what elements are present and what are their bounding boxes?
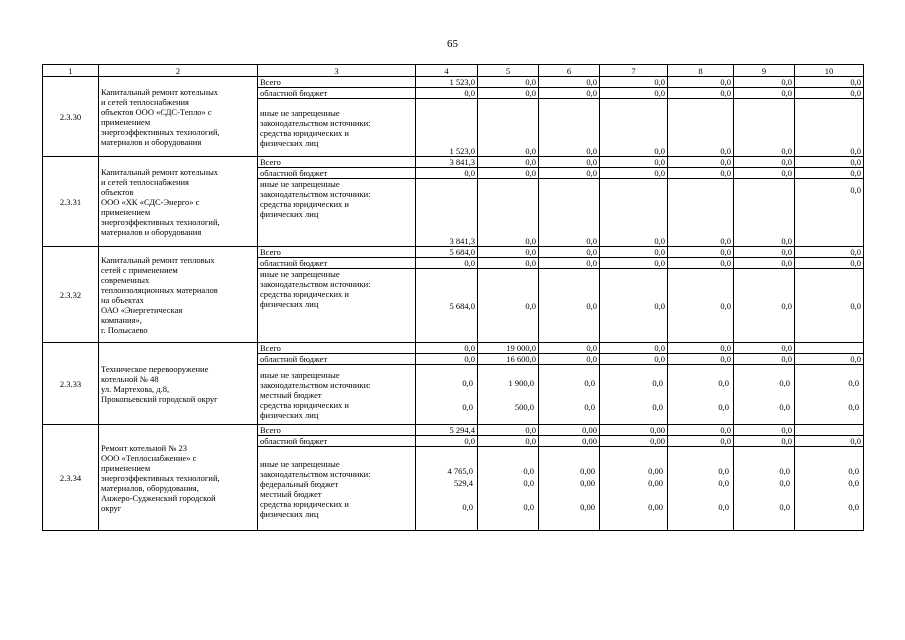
header-cell: 5 (478, 65, 539, 77)
value-cell: 0,0 (416, 436, 478, 447)
value-cell: 19 000,0 (478, 343, 539, 354)
local-budget-value: 0,00 (580, 477, 595, 488)
value-cell: 1 523,0 (416, 77, 478, 88)
value-cell: 0,0 (668, 77, 734, 88)
value-cell: 0,0 (668, 157, 734, 168)
value-cell: 0,0 (668, 258, 734, 269)
value-cell: 0,0 (795, 269, 864, 343)
source-label: Всего (258, 343, 416, 354)
value-cell: 0,0 (668, 343, 734, 354)
local-budget-value: 0,0 (718, 477, 729, 488)
value-cell: 0,0 (600, 258, 668, 269)
value-cell: 0,0 (416, 168, 478, 179)
value-cell: 0,0 (668, 436, 734, 447)
value-cell: 0,0 (668, 425, 734, 436)
value-cell: 0,0 (539, 168, 600, 179)
legal-entities-value: 0,0 (848, 501, 859, 512)
value-cell: 0,0 (416, 354, 478, 365)
value-cell: 0,0 (478, 425, 539, 436)
value-cell (600, 365, 668, 425)
value-cell: 3 841,3 (416, 179, 478, 247)
source-label: иные не запрещенные законодательством источники: федеральный бюджет местный бюджет средства юридических и физических лиц (258, 447, 416, 531)
legal-entities-value: 0,0 (523, 501, 534, 512)
header-row (43, 65, 864, 77)
header-cell: 2 (99, 65, 258, 77)
value-cell: 1 523,0 (416, 99, 478, 157)
local-budget-value: 0,00 (648, 477, 663, 488)
federal-budget-value: 0,00 (580, 465, 595, 476)
table-row (43, 343, 864, 354)
value-cell (600, 447, 668, 531)
value-cell (734, 365, 795, 425)
legal-entities-value: 0,00 (580, 501, 595, 512)
value-cell: 0,0 (734, 99, 795, 157)
local-budget-value: 1 900,0 (508, 377, 534, 388)
value-cell: 0,0 (600, 88, 668, 99)
value-cell: 0,0 (478, 99, 539, 157)
legal-entities-value: 0,0 (848, 401, 859, 412)
value-cell: 0,0 (539, 77, 600, 88)
local-budget-value: 0,0 (462, 377, 473, 388)
value-cell: 0,0 (539, 88, 600, 99)
row-code: 2.3.33 (43, 343, 99, 425)
value-cell: 0,0 (795, 168, 864, 179)
value-cell (416, 447, 478, 531)
value-cell: 0,0 (600, 269, 668, 343)
value-cell: 0,00 (539, 425, 600, 436)
legal-entities-value: 0,0 (779, 401, 790, 412)
value-cell: 0,0 (416, 343, 478, 354)
page-number: 65 (447, 38, 458, 50)
value-cell: 0,0 (734, 354, 795, 365)
value-cell: 0,0 (478, 258, 539, 269)
source-label: Всего (258, 247, 416, 258)
row-code: 2.3.32 (43, 247, 99, 343)
source-label: областной бюджет (258, 168, 416, 179)
value-cell: 0,0 (734, 88, 795, 99)
value-cell: 0,0 (416, 258, 478, 269)
legal-entities-value: 0,0 (652, 401, 663, 412)
value-cell (539, 447, 600, 531)
row-name: Техническое перевооружение котельной № 48 ул. Мартехова, д.8, Прокопьевский городской округ (99, 343, 258, 425)
federal-budget-value: 0,0 (779, 465, 790, 476)
value-cell: 16 600,0 (478, 354, 539, 365)
value-cell: 0,0 (478, 168, 539, 179)
value-cell: 0,0 (734, 436, 795, 447)
value-cell: 0,0 (668, 168, 734, 179)
source-label: Всего (258, 77, 416, 88)
row-name: Ремонт котельной № 23 ООО «Теплоснабжение» с применением энергоэффективных технологий, материалов, оборудования, Анжеро-Судженский городской округ (99, 425, 258, 531)
value-cell: 0,0 (734, 258, 795, 269)
local-budget-value: 0,0 (848, 377, 859, 388)
legal-entities-value: 0,0 (718, 501, 729, 512)
federal-budget-value: 0,0 (523, 465, 534, 476)
value-cell: 0,0 (600, 343, 668, 354)
source-label: иные не запрещенные законодательством источники: средства юридических и физических лиц (258, 99, 416, 157)
local-budget-value: 0,0 (779, 477, 790, 488)
legal-entities-value: 0,0 (718, 401, 729, 412)
source-label: иные не запрещенные законодательством источники: средства юридических и физических лиц (258, 179, 416, 247)
header-cell: 8 (668, 65, 734, 77)
value-cell (795, 447, 864, 531)
value-cell: 0,0 (734, 269, 795, 343)
value-cell: 5 294,4 (416, 425, 478, 436)
local-budget-value: 0,0 (652, 377, 663, 388)
source-label: Всего (258, 157, 416, 168)
value-cell: 0,0 (734, 343, 795, 354)
value-cell (539, 365, 600, 425)
table-row (43, 247, 864, 258)
header-cell: 6 (539, 65, 600, 77)
row-code: 2.3.34 (43, 425, 99, 531)
value-cell: 0,0 (539, 258, 600, 269)
header-cell: 10 (795, 65, 864, 77)
value-cell: 3 841,3 (416, 157, 478, 168)
header-cell: 4 (416, 65, 478, 77)
value-cell: 0,0 (539, 247, 600, 258)
value-cell: 0,0 (539, 354, 600, 365)
value-cell: 0,0 (478, 77, 539, 88)
value-cell: 0,0 (795, 436, 864, 447)
value-cell: 0,0 (600, 179, 668, 247)
value-cell: 0,0 (734, 168, 795, 179)
value-cell: 0,0 (795, 179, 864, 247)
value-cell (734, 447, 795, 531)
value-cell (795, 343, 864, 354)
value-cell: 0,0 (478, 436, 539, 447)
value-cell: 0,0 (539, 157, 600, 168)
row-code: 2.3.31 (43, 157, 99, 247)
value-cell: 0,0 (795, 258, 864, 269)
header-cell: 7 (600, 65, 668, 77)
value-cell: 0,00 (600, 425, 668, 436)
legal-entities-value: 0,00 (648, 501, 663, 512)
value-cell (478, 365, 539, 425)
value-cell: 0,0 (668, 179, 734, 247)
legal-entities-value: 0,0 (462, 501, 473, 512)
value-cell: 0,0 (668, 269, 734, 343)
source-label: Всего (258, 425, 416, 436)
value-cell: 0,0 (416, 88, 478, 99)
value-cell: 0,0 (478, 179, 539, 247)
local-budget-value: 529,4 (453, 477, 473, 488)
value-cell: 0,0 (539, 343, 600, 354)
value-cell: 0,0 (795, 77, 864, 88)
value-cell: 0,0 (668, 354, 734, 365)
value-cell (668, 365, 734, 425)
value-cell: 0,0 (734, 77, 795, 88)
local-budget-value: 0,0 (779, 377, 790, 388)
value-cell: 0,0 (600, 77, 668, 88)
local-budget-value: 0,0 (523, 477, 534, 488)
value-cell (478, 447, 539, 531)
source-label: иные не запрещенные законодательством источники: местный бюджет средства юридических и физических лиц (258, 365, 416, 425)
value-cell: 0,0 (478, 88, 539, 99)
table-row (43, 157, 864, 168)
value-cell: 0,0 (734, 247, 795, 258)
value-cell (668, 447, 734, 531)
value-cell: 0,0 (795, 99, 864, 157)
value-cell: 0,0 (795, 354, 864, 365)
value-cell: 0,0 (600, 168, 668, 179)
value-cell: 0,0 (539, 179, 600, 247)
value-cell: 0,0 (668, 88, 734, 99)
value-cell: 0,0 (539, 269, 600, 343)
row-name: Капитальный ремонт котельных и сетей теплоснабжения объектов ООО «СДС-Тепло» с применением энергоэффективных технологий, материалов и оборудования (99, 77, 258, 157)
value-cell: 0,0 (668, 247, 734, 258)
source-label: областной бюджет (258, 258, 416, 269)
federal-budget-value: 4 765,0 (447, 465, 473, 476)
value-cell (416, 365, 478, 425)
value-cell: 0,0 (478, 269, 539, 343)
value-cell: 0,0 (600, 99, 668, 157)
row-name: Капитальный ремонт котельных и сетей теплоснабжения объектов ООО «ХК «СДС-Энерго» с применением энергоэффективных технологий, материалов и оборудования (99, 157, 258, 247)
header-cell: 1 (43, 65, 99, 77)
value-cell: 0,0 (734, 179, 795, 247)
value-cell: 0,0 (734, 157, 795, 168)
value-cell: 0,0 (795, 157, 864, 168)
legal-entities-value: 0,0 (779, 501, 790, 512)
table-row (43, 425, 864, 436)
value-cell: 0,0 (600, 247, 668, 258)
value-cell: 0,0 (539, 99, 600, 157)
row-name: Капитальный ремонт тепловых сетей с применением современных теплоизоляционных материалов на объектах ОАО «Энергетическая компания», г. Полысаево (99, 247, 258, 343)
header-cell: 3 (258, 65, 416, 77)
value-cell: 0,0 (600, 157, 668, 168)
source-label: областной бюджет (258, 88, 416, 99)
federal-budget-value: 0,0 (718, 465, 729, 476)
header-cell: 9 (734, 65, 795, 77)
budget-table (42, 64, 864, 531)
value-cell: 0,0 (795, 88, 864, 99)
value-cell: 5 684,0 (416, 269, 478, 343)
value-cell: 0,0 (478, 157, 539, 168)
value-cell (795, 425, 864, 436)
value-cell: 0,00 (600, 436, 668, 447)
source-label: иные не запрещенные законодательством источники: средства юридических и физических лиц (258, 269, 416, 343)
federal-budget-value: 0,0 (848, 465, 859, 476)
value-cell: 0,0 (478, 247, 539, 258)
source-label: областной бюджет (258, 354, 416, 365)
local-budget-value: 0,0 (848, 477, 859, 488)
legal-entities-value: 0,0 (584, 401, 595, 412)
value-cell: 5 684,0 (416, 247, 478, 258)
federal-budget-value: 0,00 (648, 465, 663, 476)
local-budget-value: 0,0 (584, 377, 595, 388)
legal-entities-value: 0,0 (462, 401, 473, 412)
local-budget-value: 0,0 (718, 377, 729, 388)
value-cell: 0,00 (539, 436, 600, 447)
value-cell (795, 365, 864, 425)
value-cell: 0,0 (668, 99, 734, 157)
value-cell: 0,0 (600, 354, 668, 365)
table-row (43, 77, 864, 88)
value-cell: 0,0 (795, 247, 864, 258)
row-code: 2.3.30 (43, 77, 99, 157)
legal-entities-value: 500,0 (514, 401, 534, 412)
value-cell: 0,0 (734, 425, 795, 436)
source-label: областной бюджет (258, 436, 416, 447)
